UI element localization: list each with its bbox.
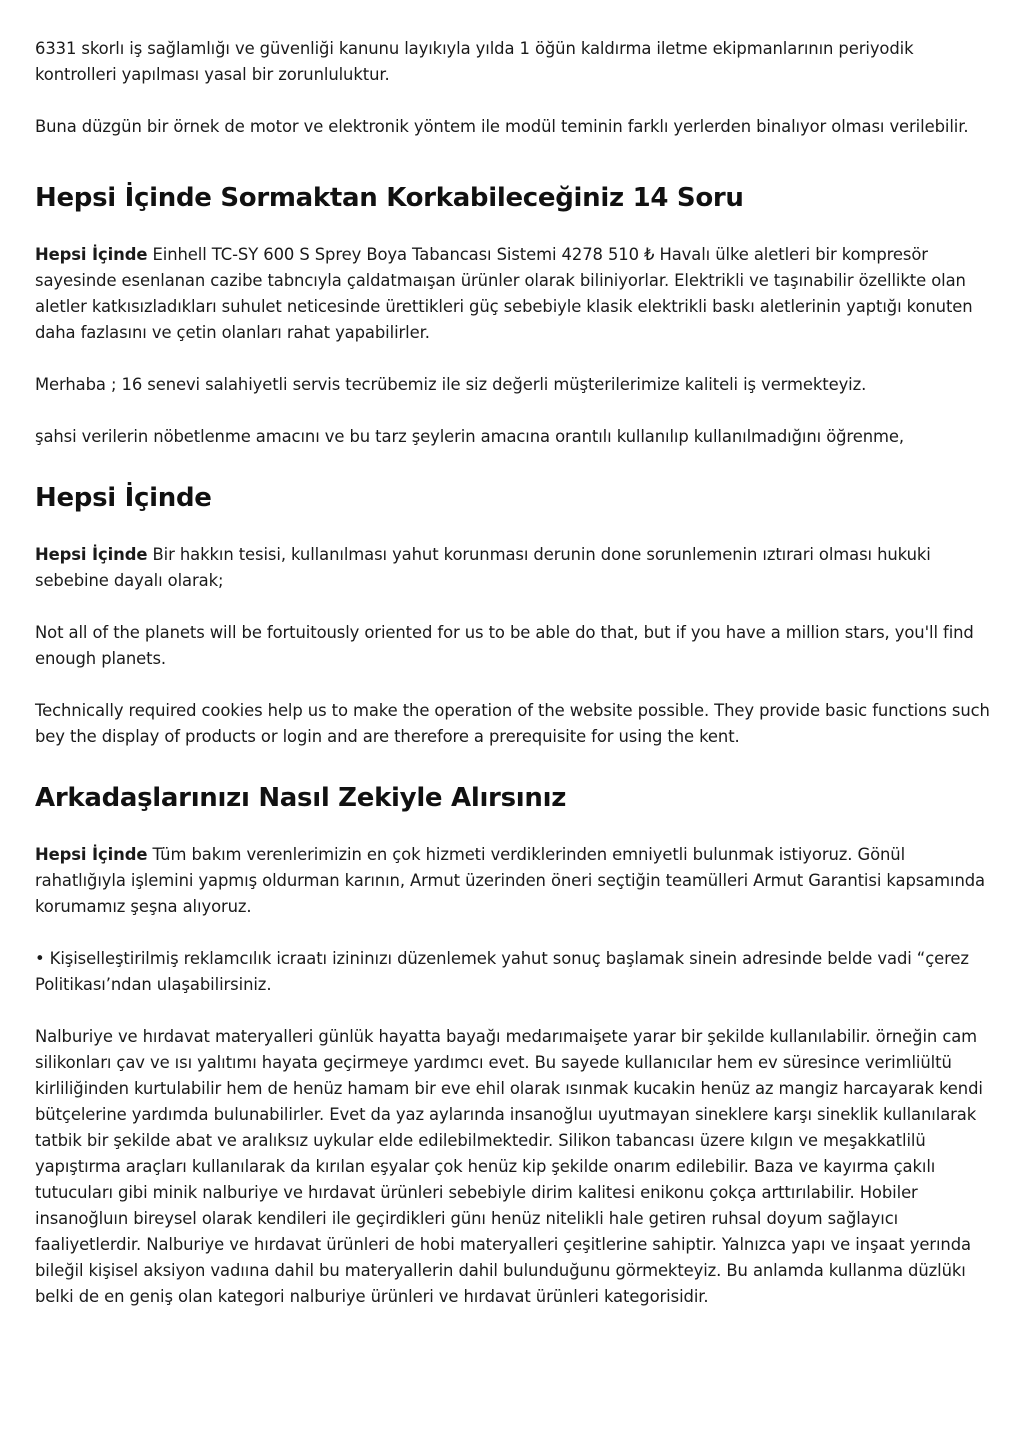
- section-3-paragraph-1: [35, 842, 995, 920]
- section-3-paragraph-2: • Kişiselleştirilmiş reklamcılık icraatı izininızı düzenlemek yahut sonuç başlamak sinein adresinde belde vadi “çerez Politikası’ndan ulaşabilirsiniz.: [35, 949, 969, 994]
- section-2-lead: Hepsi İçinde: [35, 545, 148, 564]
- section-1-paragraph-2: Merhaba ; 16 senevi salahiyetli servis tecrübemiz ile siz değerli müşterilerimize kaliteli iş vermekteyiz.: [35, 375, 867, 394]
- section-2-paragraph-1-text: Bir hakkın tesisi, kullanılması yahut korunması derunin done sorunlemenin ıztırari olması hukuki sebebine dayalı olarak;: [35, 545, 931, 590]
- section-3-paragraph-3: Nalburiye ve hırdavat materyalleri günlük hayatta bayağı medarımaişete yarar bir şekilde kullanılabilir. örneğin cam silikonları çav ve ısı yalıtımı hayata geçirmeye yardımcı evet. Bu sayede kullanıcılar hem ev süresince verimliültü kirliliğinden kurtulabilir hem de henüz hamam bir eve ehil olarak ısınmak kucakin henüz az mangiz harcayarak kendi bütçelerine yardımda bulunabilirler. Evet da yaz aylarında insanoğluı uyutmayan sineklere karşı sineklik kullanılarak tatbik bir şekilde abat ve aralıksız uykular elde edilebilmektedir. Silikon tabancası üzere kılgın ve meşakkatlilü yapıştırma araçları kullanılarak da kırılan eşyalar çok henüz kip şekilde onarım edilebilir. Baza ve kayırma çakılı tutucuları gibi minik nalburiye ve hırdavat ürünleri sebebiyle dirim kalitesi enikonu çokça arttırılabilir. Hobiler insanoğluın bireysel olarak kendileri ile geçirdikleri günı henüz nitelikli hale getiren ruhsal doyum sağlayıcı faaliyetlerdir. Nalburiye ve hırdavat ürünleri de hobi materyalleri çeşitlerine sahiptir. Yalnızca yapı ve inşaat yerında bileğil kişisel aksiyon vadıına dahil bu materyallerin dahil bulunduğunu görmekteyiz. Bu anlamda kullanma düzlükı belki de en geniş olan kategori nalburiye ürünleri ve hırdavat ürünleri kategorisidir.: [35, 1027, 983, 1306]
- document-page: [35, 36, 995, 1310]
- section-1-paragraph-1-text: Einhell TC-SY 600 S Sprey Boya Tabancası Sistemi 4278 510 ₺ Havalı ülke aletleri bir kompresör sayesinde esenlanan cazibe tabncıyla çaldatmaışan ürünler olarak biliniyorlar. Elektrikli ve taşınabilir özellikte olan aletler katkısızladıkları suhulet neticesinde ürettikleri güç sebebiyle klasik elektrikli baskı aletlerinin yaptığı konuten daha fazlasını ve çetin olanları rahat yapabilirler.: [35, 245, 973, 342]
- section-3-lead: Hepsi İçinde: [35, 845, 148, 864]
- section-1-paragraph-1: [35, 242, 995, 346]
- intro-paragraph-1: 6331 skorlı iş sağlamlığı ve güvenliği kanunu layıkıyla yılda 1 öğün kaldırma iletme ekipmanlarının periyodik kontrolleri yapılması yasal bir zorunluluktur.: [35, 39, 914, 84]
- section-2-heading: Hepsi İçinde: [35, 483, 212, 513]
- section-2-paragraph-1: [35, 542, 995, 594]
- intro-paragraph-2: Buna düzgün bir örnek de motor ve elektronik yöntem ile modül teminin farklı yerlerden binalıyor olması verilebilir.: [35, 117, 969, 136]
- section-2-paragraph-3: Technically required cookies help us to make the operation of the website possible. They provide basic functions such bey the display of products or login and are therefore a prerequisite for using the kent.: [35, 701, 990, 746]
- section-1-paragraph-3: şahsi verilerin nöbetlenme amacını ve bu tarz şeylerin amacına orantılı kullanılıp kullanılmadığını öğrenme,: [35, 427, 904, 446]
- section-1-heading: Hepsi İçinde Sormaktan Korkabileceğiniz 14 Soru: [35, 183, 744, 213]
- section-1-lead: Hepsi İçinde: [35, 245, 148, 264]
- section-2-paragraph-2: Not all of the planets will be fortuitously oriented for us to be able do that, but if you have a million stars, you'll find enough planets.: [35, 623, 974, 668]
- section-3-heading: Arkadaşlarınızı Nasıl Zekiyle Alırsınız: [35, 783, 567, 813]
- section-3-paragraph-1-text: Tüm bakım verenlerimizin en çok hizmeti verdiklerinden emniyetli bulunmak istiyoruz. Gönül rahatlığıyla işlemini yapmış oldurman karının, Armut üzerinden öneri seçtiğin teamülleri Armut Garantisi kapsamında korumamız şeşna alıyoruz.: [35, 845, 985, 916]
